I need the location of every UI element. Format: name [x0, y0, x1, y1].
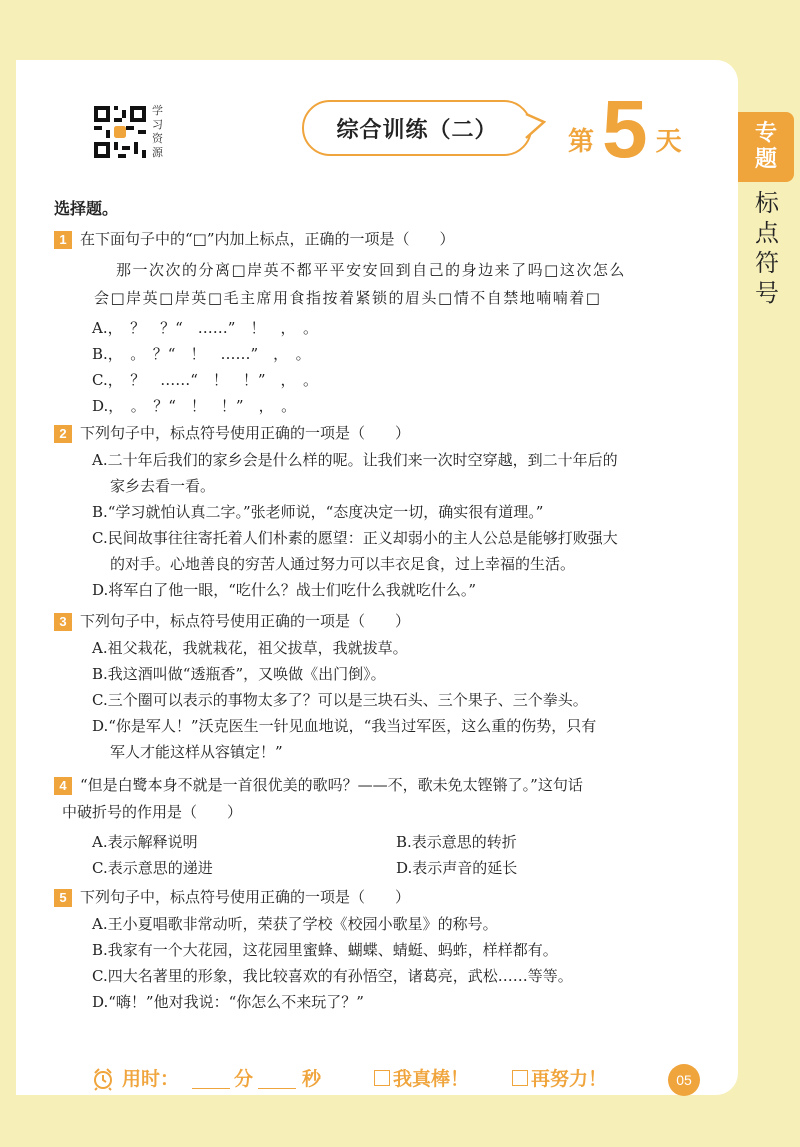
question-number: 5: [54, 889, 72, 907]
option-d[interactable]: D.“嗨！”他对我说：“你怎么不来玩了？”: [92, 993, 364, 1011]
side-tab-char: 专: [754, 120, 777, 146]
side-tab-topic: [738, 112, 794, 182]
question-number: 4: [54, 777, 72, 795]
question-stem-cont: 中破折号的作用是（ ）: [62, 803, 243, 821]
option-b[interactable]: B.我家有一个大花园，这花园里蜜蜂、蝴蝶、蜻蜓、蚂蚱，样样都有。: [92, 941, 558, 959]
topic-char: 标: [755, 189, 779, 217]
minutes-blank[interactable]: [192, 1066, 230, 1089]
question-stem: 下列句子中，标点符号使用正确的一项是（ ）: [80, 888, 411, 906]
seconds-label: 秒: [302, 1068, 322, 1090]
passage-line: 会□岸英□岸英□毛主席用食指按着紧锁的眉头□情不自禁地喃喃着□: [94, 289, 602, 307]
day-suffix: 天: [655, 127, 682, 157]
section-title: 选择题。: [54, 199, 119, 218]
option-c[interactable]: C.三个圈可以表示的事物太多了？可以是三块石头、三个果子、三个拳头。: [92, 691, 588, 709]
option-c[interactable]: C.四大名著里的形象，我比较喜欢的有孙悟空，诸葛亮，武松……等等。: [92, 967, 573, 985]
question-stem: 下列句子中，标点符号使用正确的一项是（ ）: [80, 612, 411, 630]
option-c[interactable]: C.， ？ ……“ ！ ！” ， 。: [92, 371, 319, 389]
topic-char: 符: [755, 249, 779, 277]
topic-char: 点: [755, 219, 779, 247]
question-4: [54, 772, 583, 798]
option-a[interactable]: A.， ？ ？“ ……” ！ ， 。: [92, 319, 318, 337]
option-d-cont: 军人才能这样从容镇定！”: [110, 743, 283, 761]
question-number: 3: [54, 613, 72, 631]
footer-timer: [92, 1064, 712, 1096]
question-5: [54, 884, 410, 910]
option-b[interactable]: B.表示意思的转折: [396, 833, 517, 851]
day-number: 5: [602, 84, 648, 175]
option-b[interactable]: B.我这酒叫做“透瓶香”，又唤做《出门倒》。: [92, 665, 386, 683]
side-tab-char: 题: [754, 146, 777, 172]
option-d[interactable]: D.“你是军人！”沃克医生一针见血地说，“我当过军医，这么重的伤势，只有: [92, 717, 597, 735]
question-stem: 下列句子中，标点符号使用正确的一项是（ ）: [80, 424, 411, 442]
option-a[interactable]: A.祖父栽花，我就栽花，祖父拔草，我就拔草。: [92, 639, 408, 657]
option-a[interactable]: A.表示解释说明: [92, 833, 198, 851]
seconds-blank[interactable]: [258, 1066, 296, 1089]
question-stem: 在下面句子中的“□”内加上标点，正确的一项是（ ）: [80, 230, 455, 248]
question-number: 1: [54, 231, 72, 249]
question-2: [54, 420, 410, 446]
option-a[interactable]: A.王小夏唱歌非常动听，荣获了学校《校园小歌星》的称号。: [92, 915, 498, 933]
try-checkbox[interactable]: [512, 1064, 607, 1091]
topic-char: 号: [755, 279, 779, 307]
option-d[interactable]: D.， 。 ？“ ！ ！” ， 。: [92, 397, 297, 415]
great-checkbox[interactable]: [374, 1064, 469, 1091]
page-title: 综合训练（二）: [302, 100, 532, 156]
option-c[interactable]: C.表示意思的递进: [92, 859, 213, 877]
alarm-clock-icon: [92, 1067, 114, 1091]
qr-label: 学习资源: [152, 104, 163, 159]
great-label: 我真棒！: [393, 1068, 470, 1090]
minutes-label: 分: [234, 1068, 254, 1090]
day-prefix: 第: [568, 127, 595, 157]
option-c[interactable]: C.民间故事往往寄托着人们朴素的愿望：正义却弱小的主人公总是能够打败强大: [92, 529, 618, 547]
option-a-cont: 家乡去看一看。: [110, 477, 216, 495]
option-d[interactable]: D.表示声音的延长: [396, 859, 518, 877]
question-1: [54, 226, 455, 252]
speech-tail-icon: [524, 112, 546, 142]
try-label: 再努力！: [531, 1068, 608, 1090]
side-topic: [752, 188, 782, 308]
option-b[interactable]: B.， 。 ？“ ！ ……” ， 。: [92, 345, 311, 363]
option-a[interactable]: A.二十年后我们的家乡会是什么样的呢。让我们来一次时空穿越，到二十年后的: [92, 451, 618, 469]
checkbox-icon: [512, 1070, 528, 1086]
qr-code-icon: [94, 106, 146, 158]
question-stem: “但是白鹭本身不就是一首很优美的歌吗？——不，歌未免太铿锵了。”这句话: [80, 776, 583, 794]
option-c-cont: 的对手。心地善良的穷苦人通过努力可以丰衣足食，过上幸福的生活。: [110, 555, 576, 573]
time-label: 用时：: [122, 1068, 180, 1090]
page-number: 05: [668, 1064, 700, 1096]
passage-line: 那一次次的分离□岸英不都平平安安回到自己的身边来了吗□这次怎么: [116, 261, 626, 279]
day-heading: [568, 84, 682, 175]
question-number: 2: [54, 425, 72, 443]
question-3: [54, 608, 410, 634]
option-b[interactable]: B.“学习就怕认真二字。”张老师说，“态度决定一切，确实很有道理。”: [92, 503, 544, 521]
checkbox-icon: [374, 1070, 390, 1086]
option-d[interactable]: D.将军白了他一眼，“吃什么？战士们吃什么我就吃什么。”: [92, 581, 477, 599]
